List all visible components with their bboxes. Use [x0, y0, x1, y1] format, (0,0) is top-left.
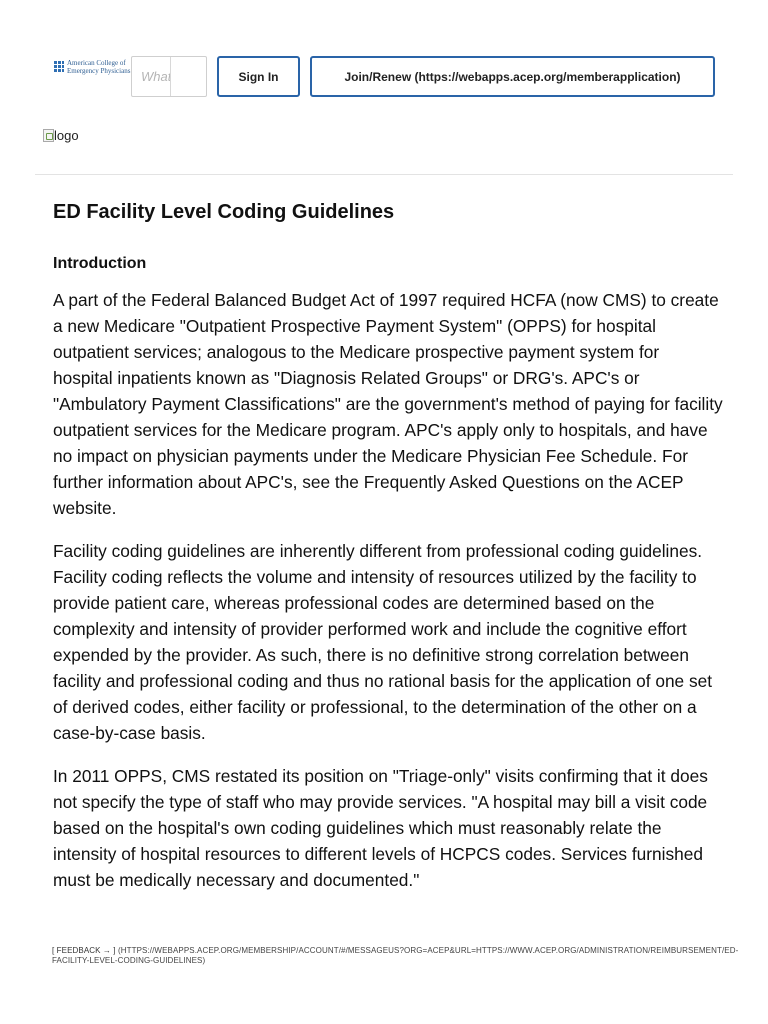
feedback-label: [ FEEDBACK → ]: [52, 946, 116, 955]
page-title: ED Facility Level Coding Guidelines: [53, 201, 395, 223]
intro-paragraph-2: Facility coding guidelines are inherently different from professional coding guidelines. Facility coding reflects the volume and intensity of resources utilized by the facility to provide patient care, whereas professional codes are determined based on the complexity and intensity of provider performed work and include the cognitive effort expended by the provider. As such, there is no definitive strong correlation between facility and professional coding and thus no rational basis for the application of one set of derived codes, either facility or professional, to the determination of the other on a case-by-case basis.: [53, 541, 713, 743]
search-divider: [170, 57, 171, 96]
site-logo[interactable]: [43, 126, 79, 144]
feedback-url: (HTTPS://WEBAPPS.ACEP.ORG/MEMBERSHIP/ACCOUNT/#/MESSAGEUS?ORG=ACEP&URL=HTTPS://WWW.ACEP.ORG/ADMINISTRATION/REIMBURSEMENT/ED-FACILITY-LEVEL-CODING-GUIDELINES): [52, 946, 739, 965]
brand-line-1: American College of: [67, 59, 126, 67]
logo-alt-text: logo: [54, 127, 79, 143]
header-divider: [35, 174, 733, 175]
broken-image-icon: [43, 129, 54, 142]
section-heading-introduction: Introduction: [53, 255, 147, 272]
feedback-link[interactable]: [52, 946, 752, 966]
acep-brand-logo[interactable]: [53, 59, 133, 79]
intro-paragraph-3: In 2011 OPPS, CMS restated its position on "Triage-only" visits confirming that it does not specify the type of staff who may provide services. "A hospital may bill a visit code based on the hospital's own coding guidelines which must reasonably relate the intensity of hospital resources to different levels of HCPCS codes. Services furnished must be medically necessary and documented.": [53, 766, 708, 890]
brand-line-2: Emergency Physicians: [67, 67, 131, 75]
sign-in-button[interactable]: Sign In: [217, 56, 300, 97]
intro-paragraph-1: A part of the Federal Balanced Budget Act of 1997 required HCFA (now CMS) to create a new Medicare "Outpatient Prospective Payment System" (OPPS) for hospital outpatient services; analogous to the Medicare prospective payment system for hospital inpatients known as "Diagnosis Related Groups" or DRG's. APC's or "Ambulatory Payment Classifications" are the government's method of paying for facility outpatient services for the Medicare program. APC's apply only to hospitals, and have no impact on physician payments under the Medicare Physician Fee Schedule. For further information about APC's, see the Frequently Asked Questions on the ACEP website.: [53, 290, 723, 518]
search-input[interactable]: [132, 57, 170, 96]
join-renew-button[interactable]: Join/Renew (https://webapps.acep.org/memberapplication): [310, 56, 715, 97]
site-header: [0, 0, 768, 110]
acep-logo-icon: [53, 60, 64, 73]
brand-text: [67, 59, 133, 75]
article: [53, 196, 723, 893]
search-box: [131, 56, 207, 97]
